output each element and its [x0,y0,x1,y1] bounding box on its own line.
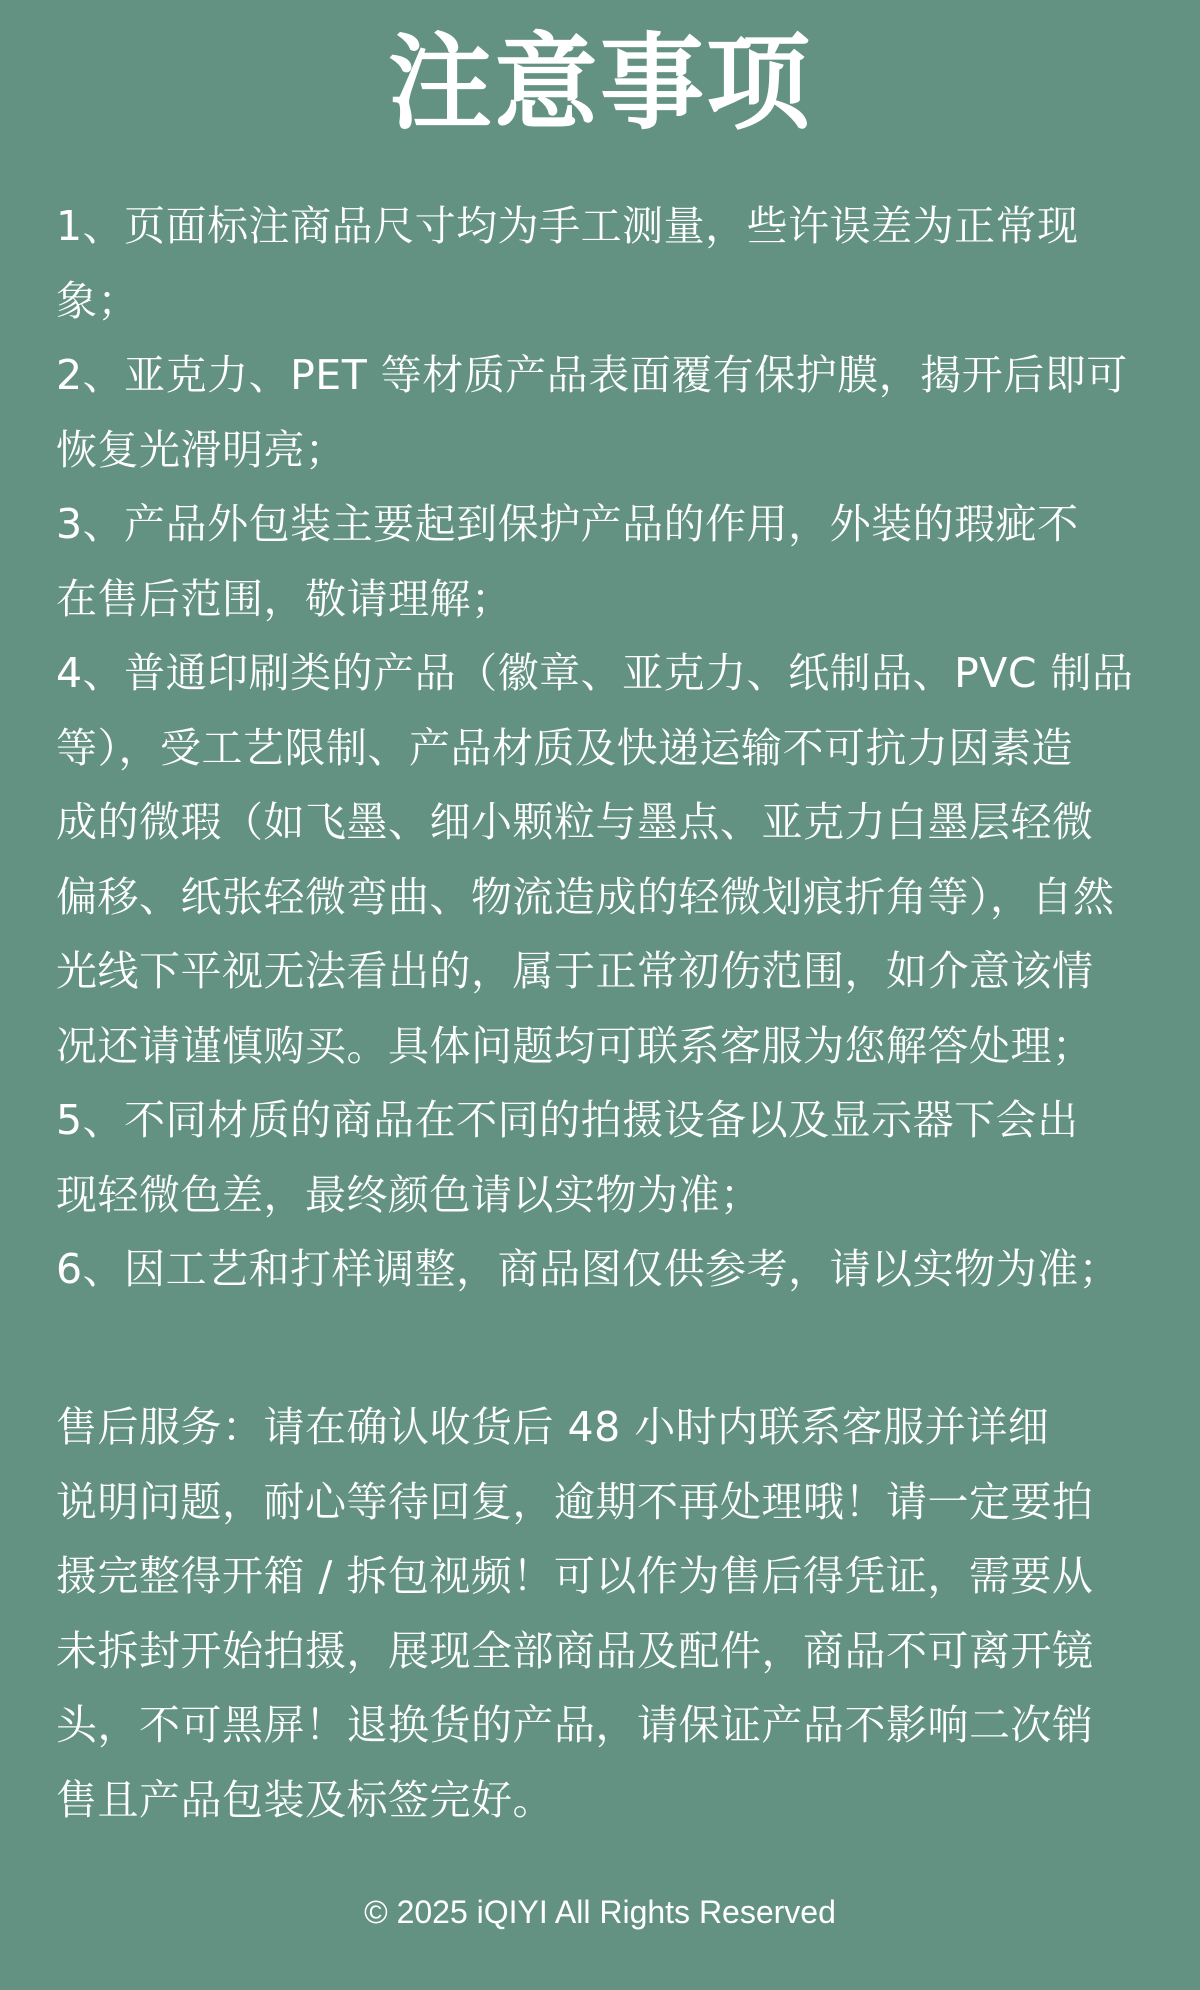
after-sales-line: 未拆封开始拍摄，展现全部商品及配件，商品不可离开镜 [56,1626,1094,1675]
notes-section [56,189,1156,1307]
after-sales-line: 售后服务：请在确认收货后 48 小时内联系客服并详细 [56,1403,1050,1451]
notes-line: 6、因工艺和打样调整，商品图仅供参考，请以实物为准； [56,1245,1121,1293]
after-sales-section [56,1390,1156,1837]
notes-line: 4、普通印刷类的产品（徽章、亚克力、纸制品、PVC 制品 [56,649,1134,697]
notes-line: 成的微瑕（如飞墨、细小颗粒与墨点、亚克力白墨层轻微 [56,798,1094,846]
copyright-footer: © 2025 iQIYI All Rights Reserved [364,1894,836,1930]
notes-line: 现轻微色差，最终颜色请以实物为准； [56,1170,762,1219]
after-sales-line: 说明问题，耐心等待回复，逾期不再处理哦！请一定要拍 [56,1477,1094,1526]
after-sales-line: 头，不可黑屏！退换货的产品，请保证产品不影响二次销 [56,1701,1094,1749]
notes-line: 等），受工艺限制、产品材质及快递运输不可抗力因素造 [56,723,1073,772]
notes-line: 光线下平视无法看出的，属于正常初伤范围，如介意该情 [56,947,1094,995]
notes-line: 3、产品外包装主要起到保护产品的作用，外装的瑕疵不 [56,500,1079,548]
notes-line: 象； [56,276,139,325]
notes-line: 2、亚克力、PET 等材质产品表面覆有保护膜，揭开后即可 [56,351,1128,399]
notes-line: 偏移、纸张轻微弯曲、物流造成的轻微划痕折角等），自然 [56,872,1115,921]
notes-line: 1、页面标注商品尺寸均为手工测量，些许误差为正常现 [56,202,1079,250]
notes-line: 恢复光滑明亮； [56,425,347,474]
page-title: 注意事项 [387,21,812,144]
notes-line: 况还请谨慎购买。具体问题均可联系客服为您解答处理； [56,1021,1094,1070]
notes-line: 在售后范围，敬请理解； [56,574,513,623]
after-sales-line: 摄完整得开箱 / 拆包视频！可以作为售后得凭证，需要从 [56,1552,1094,1600]
after-sales-line: 售且产品包装及标签完好。 [56,1775,554,1824]
notes-line: 5、不同材质的商品在不同的拍摄设备以及显示器下会出 [56,1096,1079,1144]
